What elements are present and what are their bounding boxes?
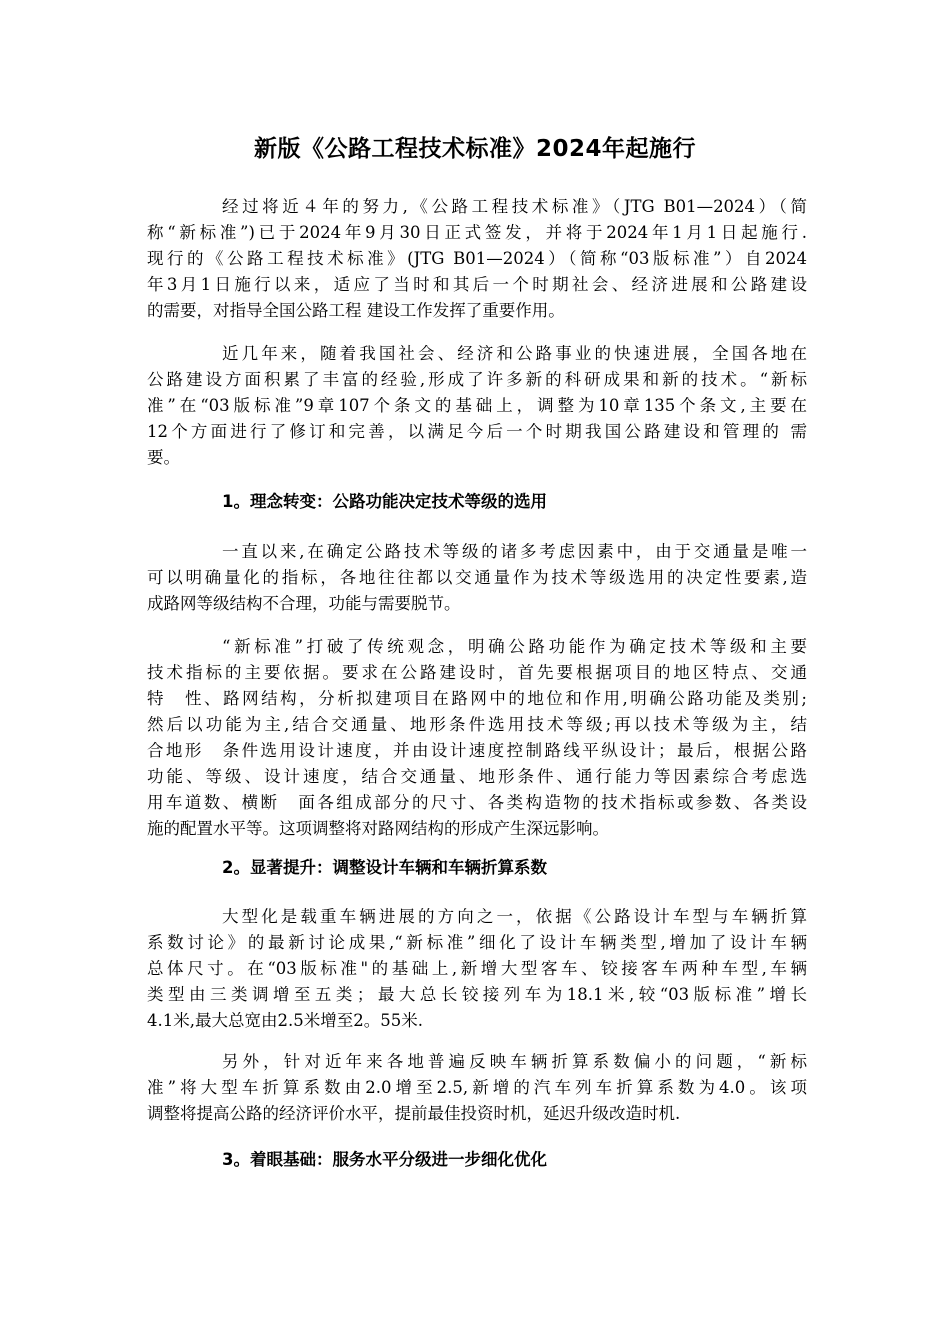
text-line: 的需要，对指导全国公路工程 建设工作发挥了重要作用。 [147, 301, 565, 320]
text-line: 技术指标的主要依据。要求在公路建设时，首先要根据项目的地区特点、交通 [147, 663, 807, 682]
text-line: 一直以来,在确定公路技术等级的诸多考虑因素中，由于交通量是唯一 [222, 542, 807, 561]
paragraph-2 [147, 341, 807, 471]
text-line: 称“新标准”)已于2024年9月30日正式签发，并将于2024年1月1日起施行. [147, 223, 807, 242]
text-line: 合地形 条件选用设计速度，并由设计速度控制路线平纵设计；最后，根据公路 [147, 741, 807, 760]
text-line: 要。 [147, 448, 180, 467]
paragraph-1 [147, 194, 807, 324]
text-line: 4.1米,最大总宽由2.5米增至2。55米. [147, 1011, 423, 1030]
text-line: 现行的《公路工程技术标准》(JTG B01—2024）（简称“03版标准”）自2024 [147, 249, 807, 268]
text-line: 系数讨论》的最新讨论成果,“新标准”细化了设计车辆类型,增加了设计车辆 [147, 933, 807, 952]
text-line: 公路建设方面积累了丰富的经验,形成了许多新的科研成果和新的技术。“新标 [147, 370, 807, 389]
paragraph-3 [147, 539, 807, 617]
section-heading-2: 2。显著提升：调整设计车辆和车辆折算系数 [222, 858, 547, 877]
text-line: 准”在“03版标准”9章107个条文的基础上，调整为10章135个条文,主要在 [147, 396, 807, 415]
text-line: 12个方面进行了修订和完善，以满足今后一个时期我国公路建设和管理的 需 [147, 422, 807, 441]
text-line: 总体尺寸。在“03版标准"的基础上,新增大型客车、铰接客车两种车型,车辆 [147, 959, 807, 978]
text-line: 可以明确量化的指标，各地往往都以交通量作为技术等级选用的决定性要素,造 [147, 568, 807, 587]
text-line: “新标准”打破了传统观念，明确公路功能作为确定技术等级和主要 [222, 637, 807, 656]
text-line: 大型化是载重车辆进展的方向之一，依据《公路设计车型与车辆折算 [222, 907, 807, 926]
text-line: 然后以功能为主,结合交通量、地形条件选用技术等级;再以技术等级为主，结 [147, 715, 807, 734]
text-line: 近几年来，随着我国社会、经济和公路事业的快速进展，全国各地在 [222, 344, 807, 363]
document-title: 新版《公路工程技术标准》2024年起施行 [253, 136, 696, 162]
text-line: 特 性、路网结构，分析拟建项目在路网中的地位和作用,明确公路功能及类别; [147, 689, 807, 708]
paragraph-5 [147, 904, 807, 1034]
text-line: 经过将近４年的努力,《公路工程技术标准》（JTG B01—2024）（简 [222, 197, 807, 216]
text-line: 用车道数、横断 面各组成部分的尺寸、各类构造物的技术指标或参数、各类设 [147, 793, 807, 812]
paragraph-4 [147, 634, 807, 842]
section-heading-3: 3。着眼基础：服务水平分级进一步细化优化 [222, 1150, 547, 1169]
text-line: 调整将提高公路的经济评价水平，提前最佳投资时机，延迟升级改造时机. [147, 1104, 681, 1123]
text-line: 另外，针对近年来各地普遍反映车辆折算系数偏小的问题，“新标 [222, 1052, 807, 1071]
text-line: 功能、等级、设计速度，结合交通量、地形条件、通行能力等因素综合考虑选 [147, 767, 807, 786]
section-heading-1: 1。理念转变：公路功能决定技术等级的选用 [222, 492, 547, 511]
text-line: 成路网等级结构不合理，功能与需要脱节。 [147, 594, 461, 613]
text-line: 类型由三类调增至五类；最大总长铰接列车为18.1米,较“03版标准”增长 [147, 985, 807, 1004]
text-line: 施的配置水平等。这项调整将对路网结构的形成产生深远影响。 [147, 819, 609, 838]
text-line: 准”将大型车折算系数由2.0增至2.5,新增的汽车列车折算系数为4.0。该项 [147, 1078, 807, 1097]
paragraph-6 [147, 1049, 807, 1127]
text-line: 年3月1日施行以来，适应了当时和其后一个时期社会、经济进展和公路建设 [147, 275, 807, 294]
